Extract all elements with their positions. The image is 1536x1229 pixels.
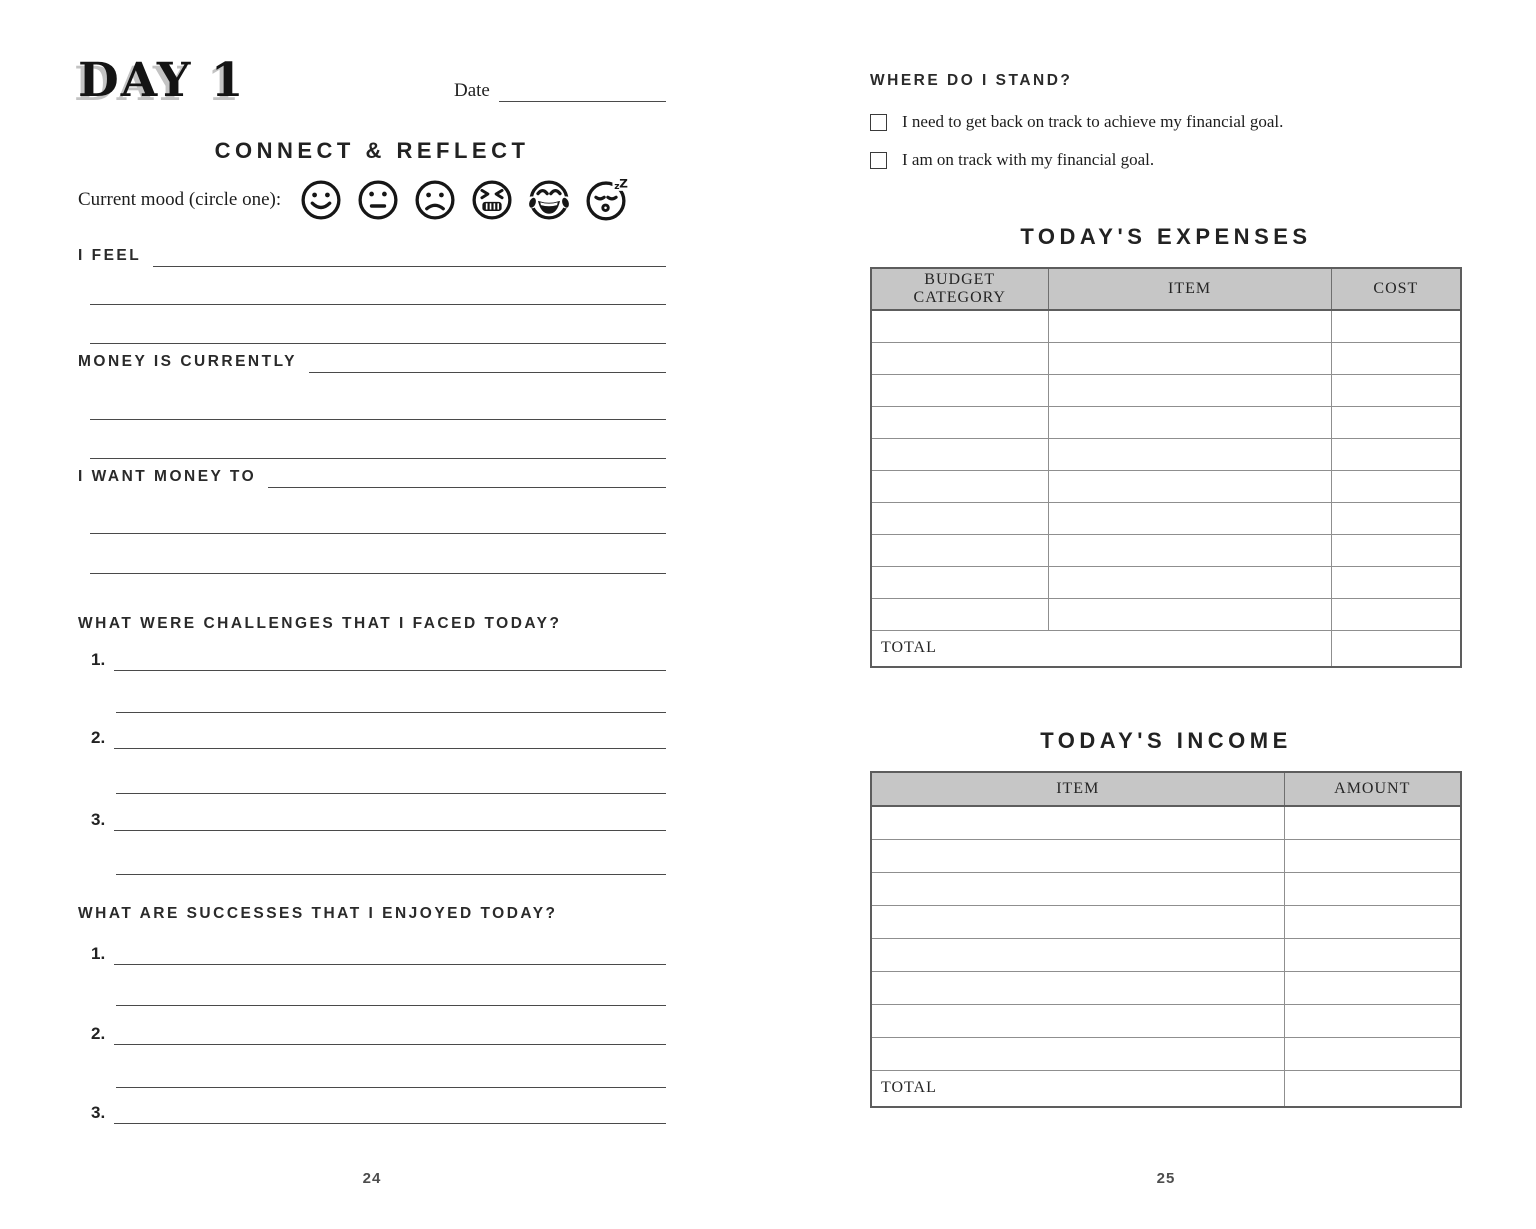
empty-table-cell xyxy=(1284,1004,1461,1037)
empty-table-cell xyxy=(1284,971,1461,1004)
column-header: ITEM xyxy=(871,772,1284,806)
empty-table-row xyxy=(871,342,1461,374)
empty-table-row xyxy=(871,839,1461,872)
empty-table-cell xyxy=(1284,938,1461,971)
numbered-line xyxy=(91,1024,666,1045)
empty-table-cell xyxy=(871,534,1048,566)
page-number-right: 25 xyxy=(1156,1170,1176,1187)
write-line xyxy=(116,793,666,794)
empty-table-cell xyxy=(1284,905,1461,938)
empty-table-cell xyxy=(1048,310,1331,342)
empty-table-cell xyxy=(1048,534,1331,566)
checkbox-option xyxy=(870,146,1462,174)
empty-table-cell xyxy=(871,872,1284,905)
empty-table-cell xyxy=(1284,1037,1461,1070)
prompt-label: I FEEL xyxy=(78,247,142,264)
empty-table-row xyxy=(871,310,1461,342)
numbered-line xyxy=(91,650,666,671)
write-line xyxy=(90,304,666,305)
total-value-cell xyxy=(1284,1070,1461,1107)
expenses-total-row xyxy=(871,630,1461,667)
empty-table-cell xyxy=(1331,502,1461,534)
empty-table-row xyxy=(871,438,1461,470)
mood-sleepy-icon xyxy=(584,178,628,222)
day-title: DAY 1 xyxy=(78,53,246,108)
empty-table-row xyxy=(871,534,1461,566)
write-line xyxy=(116,1087,666,1088)
mood-smiling-icon xyxy=(299,178,343,222)
question-heading: WHAT ARE SUCCESSES THAT I ENJOYED TODAY? xyxy=(78,905,558,922)
date-write-line xyxy=(499,98,666,102)
empty-table-cell xyxy=(871,310,1048,342)
empty-table-cell xyxy=(1048,342,1331,374)
numbered-line xyxy=(91,944,666,965)
empty-table-row xyxy=(871,872,1461,905)
write-line xyxy=(90,458,666,459)
checkbox-option xyxy=(870,108,1462,136)
numbered-line xyxy=(91,1103,666,1124)
empty-table-cell xyxy=(1048,438,1331,470)
empty-table-cell xyxy=(1331,406,1461,438)
empty-table-cell xyxy=(1331,438,1461,470)
expenses-header-row xyxy=(871,268,1461,310)
empty-table-cell xyxy=(871,502,1048,534)
item-number: 1. xyxy=(91,944,106,963)
empty-table-cell xyxy=(1331,374,1461,406)
right-page xyxy=(870,72,1462,1108)
write-line xyxy=(309,367,666,373)
empty-table-cell xyxy=(871,806,1284,839)
total-label: TOTAL xyxy=(871,630,1331,667)
empty-table-row xyxy=(871,1037,1461,1070)
question-heading: WHAT WERE CHALLENGES THAT I FACED TODAY? xyxy=(78,615,562,632)
expenses-table xyxy=(870,267,1462,668)
left-page xyxy=(78,53,666,1124)
empty-table-cell xyxy=(1048,374,1331,406)
mood-laughing-tears-icon xyxy=(527,178,571,222)
numbered-line xyxy=(91,810,666,831)
mood-sad-icon xyxy=(413,178,457,222)
section-title: CONNECT & REFLECT xyxy=(214,138,530,163)
mood-row xyxy=(78,178,666,222)
page-number-left: 24 xyxy=(362,1170,382,1187)
empty-table-cell xyxy=(871,1037,1284,1070)
empty-table-cell xyxy=(871,406,1048,438)
write-line xyxy=(114,825,666,831)
stand-title: WHERE DO I STAND? xyxy=(870,72,1073,89)
empty-table-row xyxy=(871,1004,1461,1037)
write-line xyxy=(116,712,666,713)
write-line xyxy=(116,874,666,875)
empty-table-row xyxy=(871,806,1461,839)
write-line xyxy=(114,743,666,749)
total-label: TOTAL xyxy=(871,1070,1284,1107)
item-number: 3. xyxy=(91,1103,106,1122)
write-line xyxy=(90,343,666,344)
empty-table-cell xyxy=(1331,470,1461,502)
svg-text:z: z xyxy=(614,181,620,192)
write-line xyxy=(90,573,666,574)
empty-table-cell xyxy=(1331,598,1461,630)
empty-table-cell xyxy=(871,938,1284,971)
numbered-line xyxy=(91,728,666,749)
empty-table-cell xyxy=(871,438,1048,470)
empty-table-cell xyxy=(871,470,1048,502)
empty-table-row xyxy=(871,971,1461,1004)
empty-table-cell xyxy=(1331,534,1461,566)
prompt-label: MONEY IS CURRENTLY xyxy=(78,353,297,370)
question-challenges xyxy=(78,615,666,875)
write-line xyxy=(116,1005,666,1006)
write-line xyxy=(114,665,666,671)
write-line xyxy=(114,1039,666,1045)
item-number: 3. xyxy=(91,810,106,829)
income-title: TODAY'S INCOME xyxy=(1040,728,1292,753)
empty-table-cell xyxy=(871,374,1048,406)
checkbox-label: I need to get back on track to achieve my financial goal. xyxy=(902,112,1284,131)
item-number: 2. xyxy=(91,1024,106,1043)
svg-text:Z: Z xyxy=(619,176,629,191)
empty-table-cell xyxy=(1331,310,1461,342)
empty-table-cell xyxy=(1048,470,1331,502)
empty-table-cell xyxy=(1048,406,1331,438)
column-header: BUDGET CATEGORY xyxy=(871,268,1048,310)
empty-table-cell xyxy=(871,566,1048,598)
empty-table-row xyxy=(871,502,1461,534)
mood-neutral-icon xyxy=(356,178,400,222)
write-line xyxy=(268,482,666,488)
column-header: COST xyxy=(1331,268,1461,310)
income-header-row xyxy=(871,772,1461,806)
total-value-cell xyxy=(1331,630,1461,667)
write-line xyxy=(90,533,666,534)
income-table xyxy=(870,771,1462,1108)
empty-table-cell xyxy=(1331,566,1461,598)
empty-table-row xyxy=(871,598,1461,630)
empty-table-cell xyxy=(1284,806,1461,839)
write-line xyxy=(153,261,666,267)
empty-table-cell xyxy=(1048,502,1331,534)
empty-table-cell xyxy=(871,342,1048,374)
empty-table-row xyxy=(871,566,1461,598)
empty-table-cell xyxy=(1284,872,1461,905)
empty-table-cell xyxy=(871,905,1284,938)
column-header: ITEM xyxy=(1048,268,1331,310)
prompt-i-want-money-to xyxy=(78,468,666,574)
empty-table-row xyxy=(871,905,1461,938)
income-total-row xyxy=(871,1070,1461,1107)
checkbox-off-track[interactable] xyxy=(870,114,887,131)
empty-table-cell xyxy=(871,1004,1284,1037)
empty-table-cell xyxy=(871,839,1284,872)
empty-table-cell xyxy=(1284,839,1461,872)
empty-table-row xyxy=(871,938,1461,971)
write-line xyxy=(114,1118,666,1124)
empty-table-row xyxy=(871,470,1461,502)
prompt-label: I WANT MONEY TO xyxy=(78,468,257,485)
write-line xyxy=(90,419,666,420)
empty-table-row xyxy=(871,374,1461,406)
empty-table-cell xyxy=(1048,566,1331,598)
date-field xyxy=(454,80,666,102)
empty-table-cell xyxy=(871,971,1284,1004)
checkbox-on-track[interactable] xyxy=(870,152,887,169)
question-successes xyxy=(78,905,666,1124)
prompt-i-feel xyxy=(78,247,666,344)
empty-table-cell xyxy=(1048,598,1331,630)
write-line xyxy=(114,959,666,965)
column-header: AMOUNT xyxy=(1284,772,1461,806)
mood-grimacing-icon xyxy=(470,178,514,222)
item-number: 2. xyxy=(91,728,106,747)
prompt-money-is-currently xyxy=(78,353,666,459)
empty-table-row xyxy=(871,406,1461,438)
date-label: Date xyxy=(454,80,490,101)
empty-table-cell xyxy=(871,598,1048,630)
item-number: 1. xyxy=(91,650,106,669)
empty-table-cell xyxy=(1331,342,1461,374)
mood-prompt-label: Current mood (circle one): xyxy=(78,189,282,210)
left-page-header xyxy=(78,53,666,114)
checkbox-label: I am on track with my financial goal. xyxy=(902,150,1155,169)
expenses-title: TODAY'S EXPENSES xyxy=(1020,224,1312,249)
